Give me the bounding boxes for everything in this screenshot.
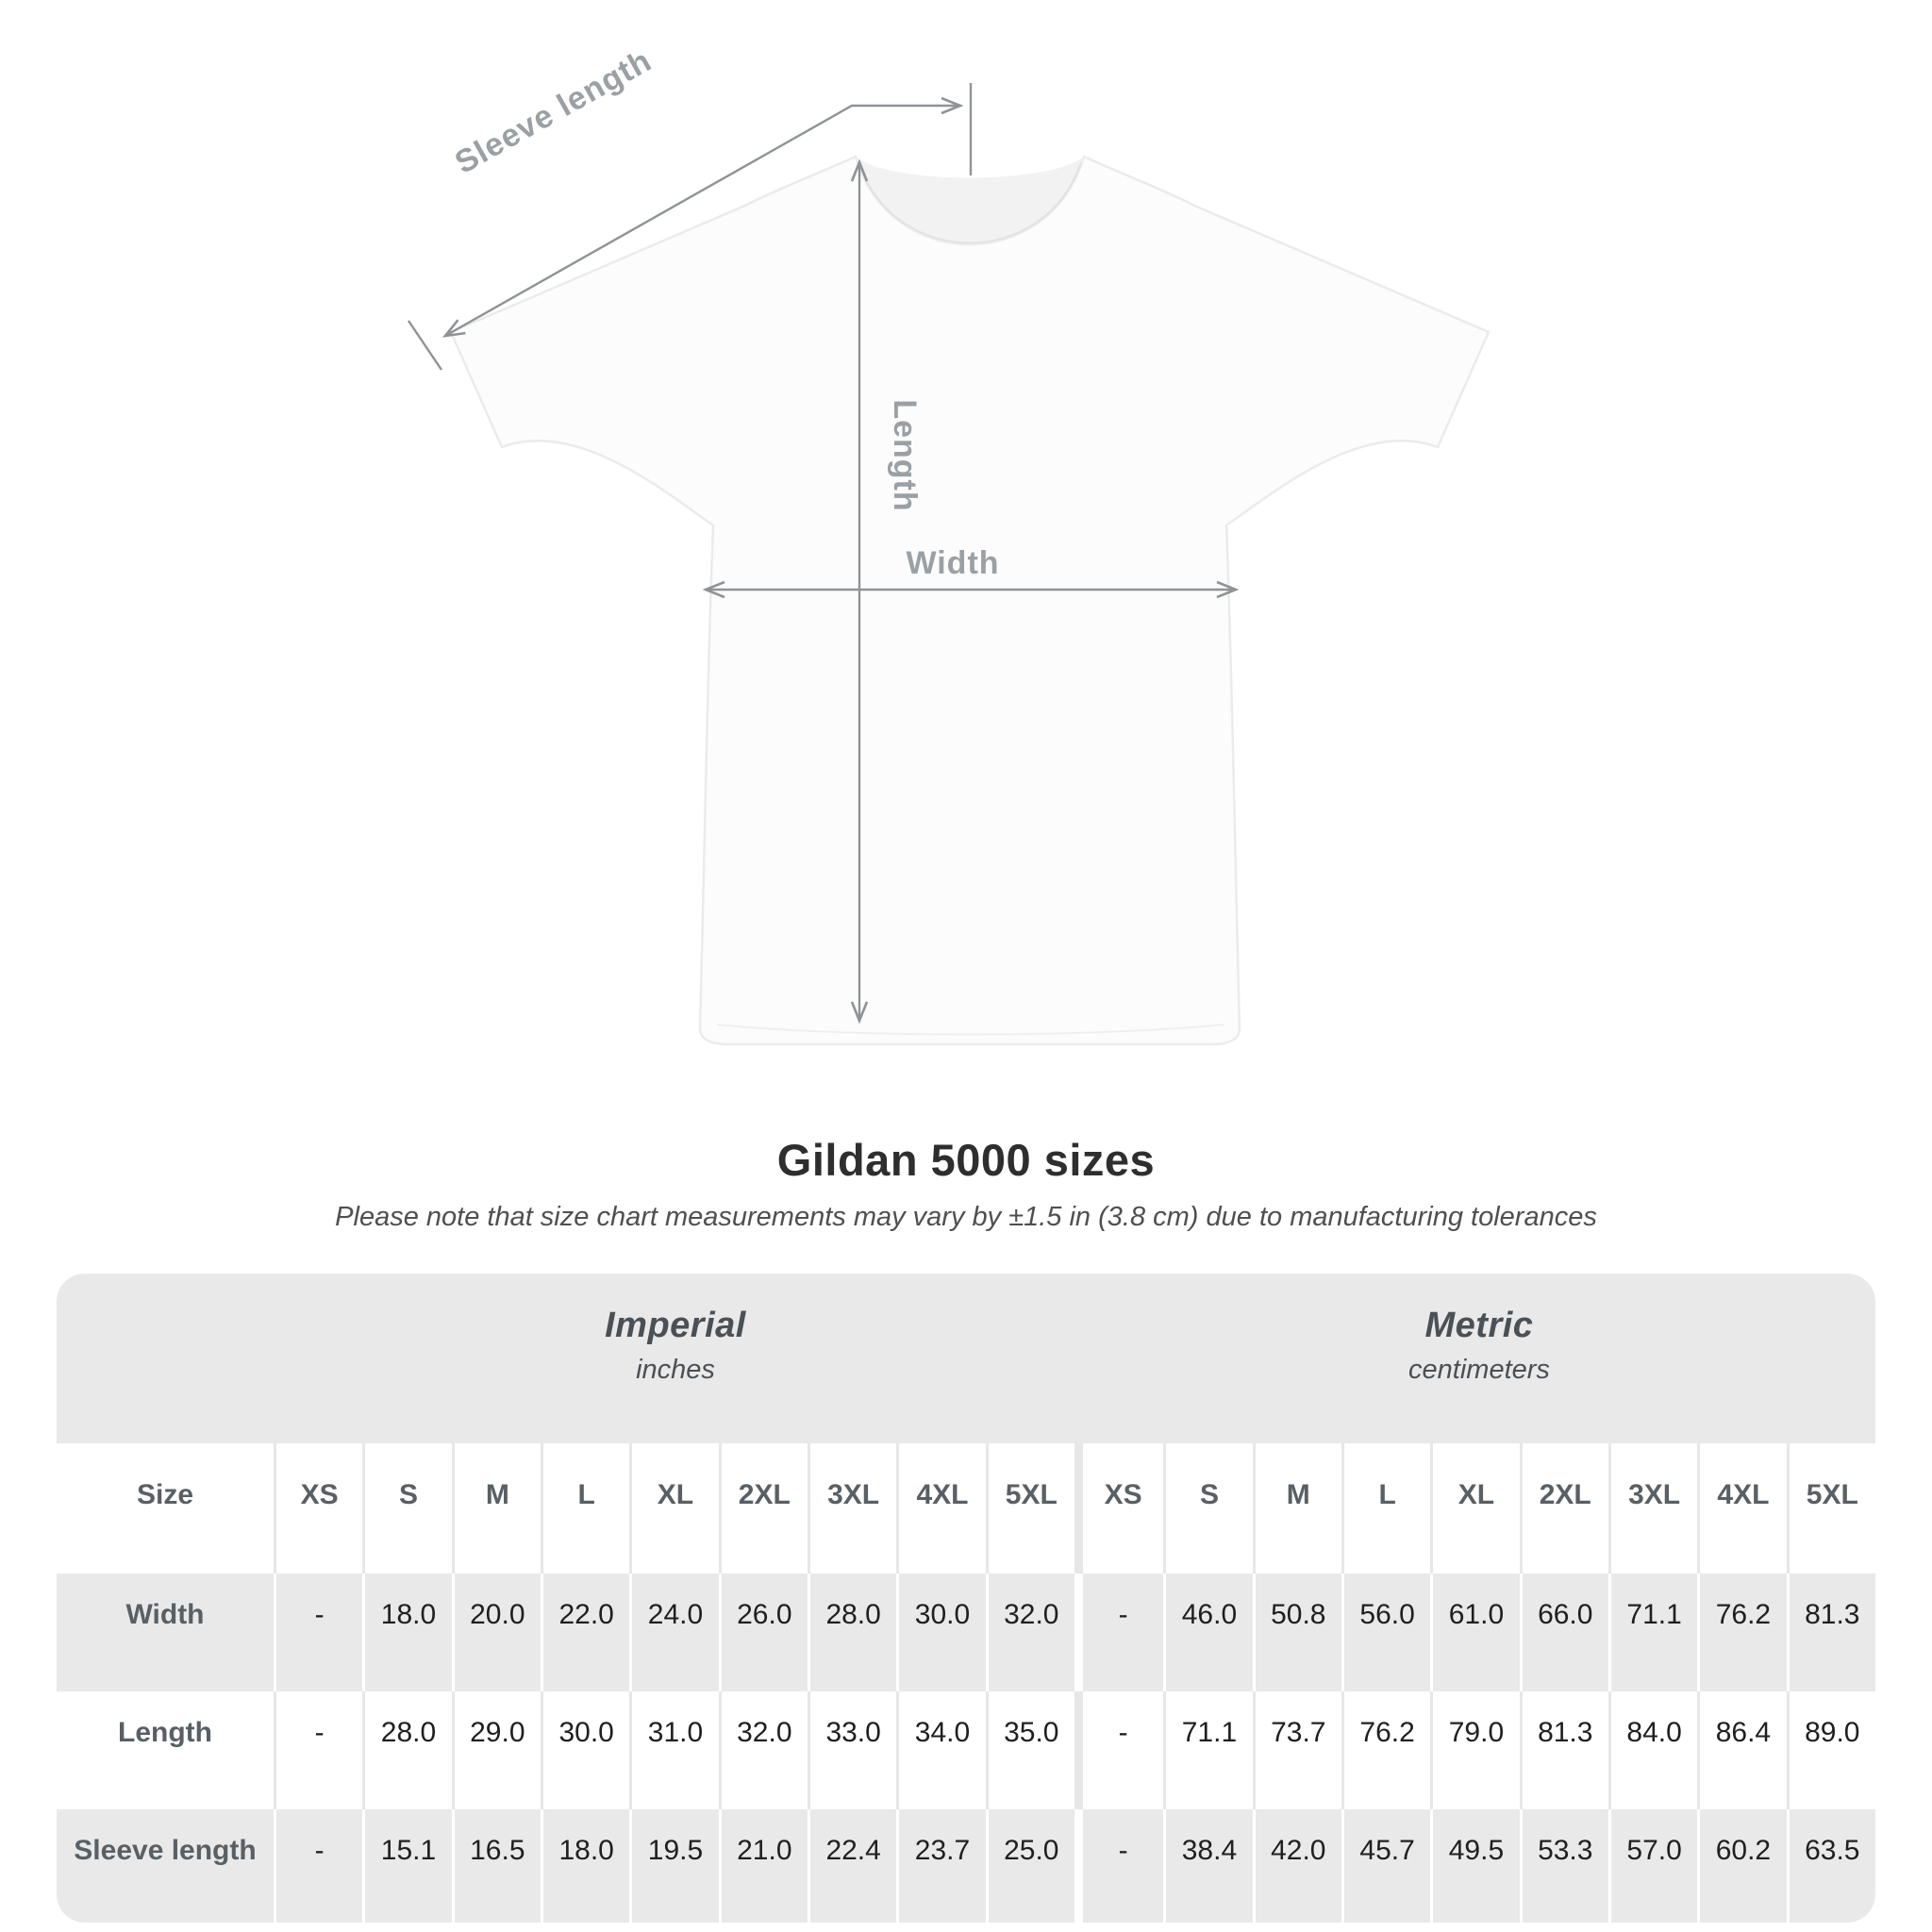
cell-width-metric-2xl: 66.0 [1520,1574,1608,1691]
cell-width-imperial-2xl: 26.0 [719,1574,808,1691]
measurement-row-sleeve-length [57,1809,1875,1923]
cell-sleeve-length-imperial-l: 18.0 [541,1809,629,1923]
tolerance-note: Please note that size chart measurements may vary by ±1.5 in (3.8 cm) due to manufacturing tolerances [335,1202,1597,1232]
cell-length-metric-4xl: 86.4 [1697,1691,1786,1809]
group-header-imperial [274,1274,1074,1443]
size-col-imperial-l: L [541,1443,629,1574]
size-col-metric-5xl: 5XL [1787,1443,1875,1574]
measurement-row-length [57,1691,1875,1809]
metric-label: Metric [1424,1306,1534,1345]
cell-length-metric-2xl: 81.3 [1520,1691,1608,1809]
cell-width-imperial-3xl: 28.0 [808,1574,896,1691]
size-col-metric-m: M [1253,1443,1341,1574]
cell-sleeve-length-imperial-xs: - [274,1809,362,1923]
size-header-row [57,1443,1875,1574]
cell-length-imperial-s: 28.0 [362,1691,451,1809]
cuff-tick [408,321,441,370]
size-col-imperial-5xl: 5XL [986,1443,1074,1574]
cell-sleeve-length-imperial-5xl: 25.0 [986,1809,1074,1923]
length-label: Length [887,399,923,512]
cell-width-imperial-l: 22.0 [541,1574,629,1691]
row-label-width: Width [57,1574,274,1691]
row-label-length: Length [118,1717,212,1748]
cell-sleeve-length-metric-xl: 49.5 [1430,1809,1519,1923]
size-col-imperial-s: S [362,1443,451,1574]
cell-sleeve-length-metric-xs: - [1074,1809,1163,1923]
cell-sleeve-length-imperial-3xl: 22.4 [808,1809,896,1923]
cell-sleeve-length-metric-2xl: 53.3 [1520,1809,1608,1923]
size-col-imperial-2xl: 2XL [719,1443,808,1574]
size-col-metric-xs: XS [1074,1443,1163,1574]
cell-width-imperial-5xl: 32.0 [986,1574,1074,1691]
imperial-unit-label: inches [636,1355,715,1385]
size-col-metric-l: L [1341,1443,1430,1574]
size-col-metric-2xl: 2XL [1520,1443,1608,1574]
cell-length-imperial-m: 29.0 [452,1691,541,1809]
group-header-metric [1074,1274,1875,1443]
cell-width-metric-xs: - [1074,1574,1163,1691]
size-header-cell: Size [57,1443,274,1574]
cell-sleeve-length-imperial-xl: 19.5 [629,1809,718,1923]
cell-sleeve-length-metric-4xl: 60.2 [1697,1809,1786,1923]
size-col-metric-s: S [1163,1443,1252,1574]
cell-sleeve-length-imperial-4xl: 23.7 [896,1809,985,1923]
cell-length-metric-s: 71.1 [1163,1691,1252,1809]
size-col-metric-3xl: 3XL [1608,1443,1697,1574]
cell-length-metric-xl: 79.0 [1430,1691,1519,1809]
cell-sleeve-length-metric-l: 45.7 [1341,1809,1430,1923]
cell-width-metric-4xl: 76.2 [1697,1574,1786,1691]
width-label: Width [906,545,1000,581]
cell-length-imperial-2xl: 32.0 [719,1691,808,1809]
cell-width-metric-3xl: 71.1 [1608,1574,1697,1691]
unit-group-row [57,1274,1875,1443]
cell-sleeve-length-imperial-m: 16.5 [452,1809,541,1923]
size-col-metric-xl: XL [1430,1443,1519,1574]
cell-length-imperial-xl: 31.0 [629,1691,718,1809]
measurement-row-width [57,1574,1875,1691]
size-col-imperial-m: M [452,1443,541,1574]
size-col-imperial-xl: XL [629,1443,718,1574]
size-col-imperial-3xl: 3XL [808,1443,896,1574]
size-col-imperial-4xl: 4XL [896,1443,985,1574]
cell-length-imperial-3xl: 33.0 [808,1691,896,1809]
cell-width-metric-s: 46.0 [1163,1574,1252,1691]
cell-width-imperial-4xl: 30.0 [896,1574,985,1691]
cell-length-metric-5xl: 89.0 [1787,1691,1875,1809]
size-col-imperial-xs: XS [274,1443,362,1574]
cell-width-imperial-xl: 24.0 [629,1574,718,1691]
cell-length-imperial-l: 30.0 [541,1691,629,1809]
tshirt-outline [451,157,1489,1044]
size-col-metric-4xl: 4XL [1697,1443,1786,1574]
cell-width-metric-5xl: 81.3 [1787,1574,1875,1691]
cell-length-imperial-4xl: 34.0 [896,1691,985,1809]
cell-sleeve-length-imperial-2xl: 21.0 [719,1809,808,1923]
cell-width-imperial-m: 20.0 [452,1574,541,1691]
cell-sleeve-length-metric-s: 38.4 [1163,1809,1252,1923]
cell-length-imperial-xs: - [274,1691,362,1809]
cell-width-metric-m: 50.8 [1253,1574,1341,1691]
size-table [57,1274,1875,1923]
page-title: Gildan 5000 sizes [776,1135,1156,1185]
cell-sleeve-length-metric-m: 42.0 [1253,1809,1341,1923]
cell-length-imperial-5xl: 35.0 [986,1691,1074,1809]
imperial-label: Imperial [605,1306,746,1345]
cell-width-metric-xl: 61.0 [1430,1574,1519,1691]
cell-length-metric-l: 76.2 [1341,1691,1430,1809]
cell-length-metric-m: 73.7 [1253,1691,1341,1809]
metric-unit-label: centimeters [1408,1355,1550,1385]
cell-sleeve-length-imperial-s: 15.1 [362,1809,451,1923]
cell-sleeve-length-metric-3xl: 57.0 [1608,1809,1697,1923]
cell-length-metric-xs: - [1074,1691,1163,1809]
cell-width-metric-l: 56.0 [1341,1574,1430,1691]
sleeve-length-label: Sleeve length [449,42,658,181]
cell-length-metric-3xl: 84.0 [1608,1691,1697,1809]
cell-width-imperial-s: 18.0 [362,1574,451,1691]
row-label-sleeve-length: Sleeve length [57,1809,274,1923]
cell-sleeve-length-metric-5xl: 63.5 [1787,1809,1875,1923]
cell-width-imperial-xs: - [274,1574,362,1691]
band-corner-cell [57,1274,274,1443]
